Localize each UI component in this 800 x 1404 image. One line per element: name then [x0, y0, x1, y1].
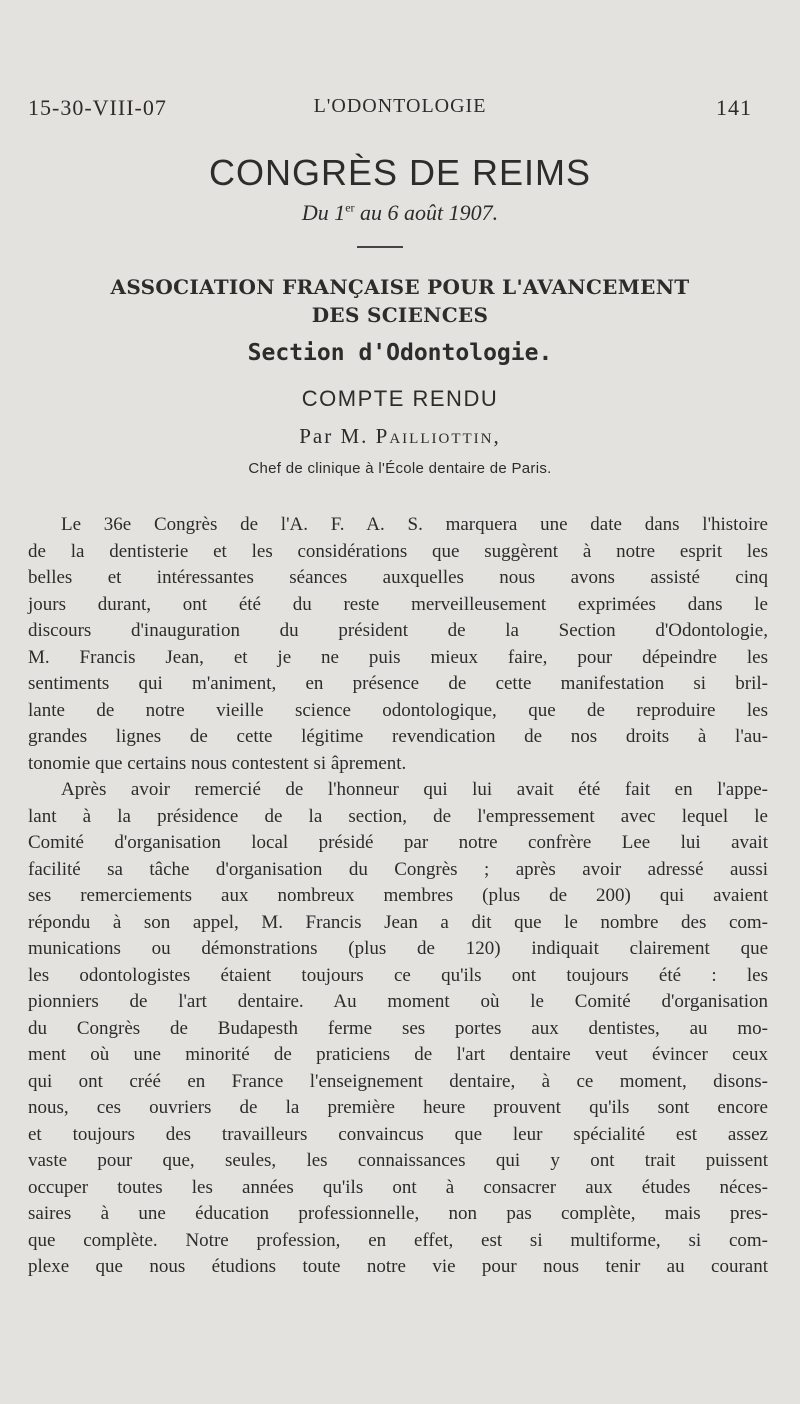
dates-superscript: er [345, 200, 355, 215]
text-line: sentiments qui m'animent, en présence de cette manifestation si bril- [28, 673, 768, 694]
text-line: et toujours des travailleurs convaincus que leur spécialité est assez [28, 1123, 768, 1145]
text-line: vaste pour que, seules, les connaissances qui y ont trait puissent [28, 1150, 768, 1171]
text-line: pionniers de l'art dentaire. Au moment où le Comité d'organisation [28, 991, 768, 1012]
dates-prefix: Du 1 [301, 200, 346, 225]
text-line: ment où une minorité de praticiens de l'art dentaire veut évincer ceux [28, 1044, 768, 1065]
page-number: 141 [716, 95, 752, 120]
body-text [28, 512, 768, 1281]
author-suffix: , [493, 424, 501, 448]
author-affiliation: Chef de clinique à l'École dentaire de Paris. [248, 460, 552, 477]
text-line: saires à une éducation professionnelle, non pas complète, mais pres- [28, 1203, 768, 1224]
text-line: les odontologistes étaient toujours ce qu'ils ont toujours été : les [28, 964, 768, 986]
text-line: grandes lignes de cette légitime revendication de nos droits à l'au- [28, 726, 768, 747]
text-line: facilité sa tâche d'organisation du Congrès ; après avoir adressé aussi [28, 858, 768, 880]
text-line: nous, ces ouvriers de la première heure prouvent qu'ils sont encore [28, 1097, 768, 1118]
author-line [0, 424, 800, 449]
author-prefix: Par M. [299, 424, 376, 448]
dates-rest: au 6 août 1907. [354, 200, 499, 225]
text-line: M. Francis Jean, et je ne puis mieux faire, pour dépeindre les [28, 646, 768, 668]
separator-rule [357, 246, 403, 248]
text-line: jours durant, ont été du reste merveilleusement exprimées dans le [28, 593, 768, 615]
running-head [0, 95, 800, 125]
text-line: belles et intéressantes séances auxquelles nous avons assisté cinq [28, 567, 768, 588]
text-line: répondu à son appel, M. Francis Jean a dit que le nombre des com- [28, 911, 768, 933]
text-line: plexe que nous étudions toute notre vie pour nous tenir au courant [28, 1256, 768, 1277]
text-line: discours d'inauguration du président de la Section d'Odontologie, [28, 620, 768, 641]
association-line-2: DES SCIENCES [311, 303, 489, 327]
paragraph-1 [28, 512, 768, 777]
text-line: ses remerciements aux nombreux membres (plus de 200) qui avaient [28, 885, 768, 906]
text-line: tonomie que certains nous contestent si âprement. [28, 752, 407, 774]
text-line: munications ou démonstrations (plus de 120) indiquait clairement que [28, 938, 768, 959]
congress-dates [0, 200, 800, 226]
association-line-1: ASSOCIATION FRANÇAISE POUR L'AVANCEMENT [110, 275, 690, 299]
section-heading: Section d'Odontologie. [247, 340, 553, 366]
text-line: occuper toutes les années qu'ils ont à consacrer aux études néces- [28, 1176, 768, 1198]
report-heading: COMPTE RENDU [301, 386, 499, 411]
text-line: Après avoir remercié de l'honneur qui lui avait été fait en l'appe- [61, 779, 768, 800]
text-line: que complète. Notre profession, en effet, est si multiforme, si com- [28, 1229, 768, 1251]
text-line: Comité d'organisation local présidé par notre confrère Lee lui avait [28, 832, 768, 853]
page-title: CONGRÈS DE REIMS [208, 152, 592, 193]
text-line: du Congrès de Budapesth ferme ses portes aux dentistes, au mo- [28, 1017, 768, 1039]
text-line: Le 36e Congrès de l'A. F. A. S. marquera une date dans l'histoire [61, 514, 768, 535]
text-line: lante de notre vieille science odontologique, que de reproduire les [28, 699, 768, 721]
text-line: de la dentisterie et les considérations que suggèrent à notre esprit les [28, 540, 768, 562]
text-line: qui ont créé en France l'enseignement dentaire, à ce moment, disons- [28, 1070, 768, 1092]
paragraph-2 [28, 777, 768, 1281]
text-line: lant à la présidence de la section, de l'empressement avec lequel le [28, 805, 768, 827]
author-name: Pailliottin [375, 424, 494, 448]
running-head-journal: L'ODONTOLOGIE [313, 95, 487, 117]
running-head-date: 15-30-VIII-07 [28, 95, 167, 120]
